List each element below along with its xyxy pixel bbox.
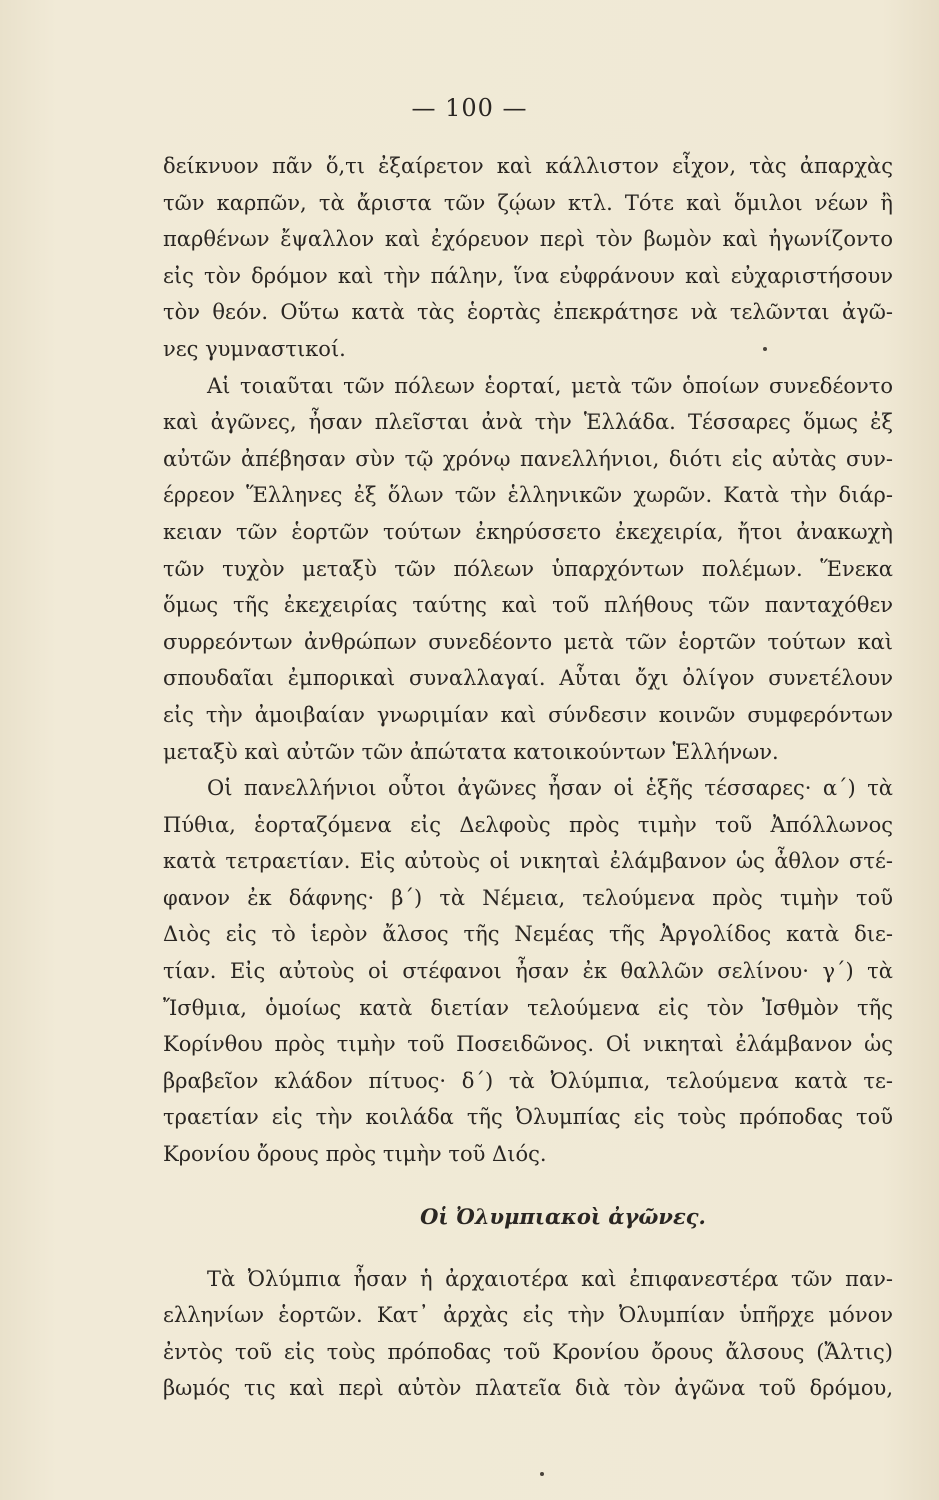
text-line: τίαν. Εἰς αὐτοὺς οἱ στέφανοι ἦσαν ἐκ θαλλῶν σελίνου· γ΄) τὰ <box>163 959 893 984</box>
page-number: — 100 — <box>411 94 528 122</box>
text-line: ελληνίων ἑορτῶν. Κατ᾽ ἀρχὰς εἰς τὴν Ὀλυμπίαν ὑπῆρχε μόνον <box>163 1303 893 1328</box>
text-line: τὸν θεόν. Οὕτω κατὰ τὰς ἑορτὰς ἐπεκράτησε νὰ τελῶνται ἀγῶ- <box>163 300 893 325</box>
text-line: Τὰ Ὀλύμπια ἦσαν ἡ ἀρχαιοτέρα καὶ ἐπιφανεστέρα τῶν παν- <box>207 1266 893 1291</box>
text-line: αὐτῶν ἀπέβησαν σὺν τῷ χρόνῳ πανελλήνιοι, διότι εἰς αὐτὰς συν- <box>163 446 893 471</box>
text-line: Κορίνθου πρὸς τιμὴν τοῦ Ποσειδῶνος. Οἱ νικηταὶ ἐλάμβανον ὡς <box>163 1032 893 1057</box>
text-line: Ἴσθμια, ὁμοίως κατὰ διετίαν τελούμενα εἰς τὸν Ἰσθμὸν τῆς <box>163 995 893 1020</box>
text-line: κατὰ τετραετίαν. Εἰς αὐτοὺς οἱ νικηταὶ ἐλάμβανον ὡς ἆθλον στέ- <box>163 849 893 874</box>
text-line: βραβεῖον κλάδον πίτυος· δ΄) τὰ Ὀλύμπια, τελούμενα κατὰ τε- <box>163 1068 893 1093</box>
text-line: βωμός τις καὶ περὶ αὐτὸν πλατεῖα διὰ τὸν ἀγῶνα τοῦ δρόμου, <box>163 1376 893 1401</box>
text-block-after-heading <box>163 1261 893 1407</box>
text-line: Αἱ τοιαῦται τῶν πόλεων ἑορταί, μετὰ τῶν ὁποίων συνεδέοντο <box>207 373 893 398</box>
text-line: τραετίαν εἰς τὴν κοιλάδα τῆς Ὀλυμπίας εἰς τοὺς πρόποδας τοῦ <box>163 1105 893 1130</box>
text-block-before-heading <box>163 148 893 1173</box>
text-line: φανον ἐκ δάφνης· β΄) τὰ Νέμεια, τελούμενα πρὸς τιμὴν τοῦ <box>163 885 893 910</box>
text-line: μεταξὺ καὶ αὐτῶν τῶν ἀπώτατα κατοικούντων Ἑλλήνων. <box>163 739 779 764</box>
text-line: τῶν καρπῶν, τὰ ἄριστα τῶν ζῴων κτλ. Τότε καὶ ὅμιλοι νέων ἢ <box>163 190 893 215</box>
text-line: νες γυμναστικοί. <box>163 336 346 361</box>
text-line: κειαν τῶν ἑορτῶν τούτων ἐκηρύσσετο ἐκεχειρία, ἤτοι ἀνακωχὴ <box>163 519 893 544</box>
text-line: εἰς τὸν δρόμον καὶ τὴν πάλην, ἵνα εὐφράνουν καὶ εὐχαριστήσουν <box>163 263 893 288</box>
text-line: παρθένων ἔψαλλον καὶ ἐχόρευον περὶ τὸν βωμὸν καὶ ἠγωνίζοντο <box>163 227 893 252</box>
text-line: σπουδαῖαι ἐμπορικαὶ συναλλαγαί. Αὗται ὄχι ὀλίγον συνετέλουν <box>163 666 893 691</box>
text-line: τῶν τυχὸν μεταξὺ τῶν πόλεων ὑπαρχόντων πολέμων. Ἕνεκα <box>163 556 893 581</box>
body-text <box>163 148 893 1407</box>
text-line: εἰς τὴν ἀμοιβαίαν γνωριμίαν καὶ σύνδεσιν κοινῶν συμφερόντων <box>163 702 893 727</box>
text-line: συρρεόντων ἀνθρώπων συνεδέοντο μετὰ τῶν ἑορτῶν τούτων καὶ <box>163 629 893 654</box>
print-speck <box>763 347 767 351</box>
text-line: Πύθια, ἑορταζόμενα εἰς Δελφοὺς πρὸς τιμὴν τοῦ Ἀπόλλωνος <box>163 812 893 837</box>
text-line: Κρονίου ὄρους πρὸς τιμὴν τοῦ Διός. <box>163 1142 547 1167</box>
text-line: Διὸς εἰς τὸ ἱερὸν ἄλσος τῆς Νεμέας τῆς Ἀργολίδος κατὰ διε- <box>163 922 893 947</box>
text-line: Οἱ πανελλήνιοι οὗτοι ἀγῶνες ἦσαν οἱ ἑξῆς τέσσαρες· α΄) τὰ <box>207 776 893 801</box>
text-line: έρρεον Ἕλληνες ἐξ ὅλων τῶν ἑλληνικῶν χωρῶν. Κατὰ τὴν διάρ- <box>163 483 893 508</box>
section-heading: Οἱ Ὀλυμπιακοὶ ἀγῶνες. <box>420 1203 706 1229</box>
text-line: καὶ ἀγῶνες, ἦσαν πλεῖσται ἀνὰ τὴν Ἑλλάδα. Τέσσαρες ὅμως ἐξ <box>163 410 893 435</box>
text-line: ὅμως τῆς ἐκεχειρίας ταύτης καὶ τοῦ πλήθους τῶν πανταχόθεν <box>163 593 893 618</box>
print-speck <box>540 1472 544 1476</box>
text-line: δείκνυον πᾶν ὅ,τι ἐξαίρετον καὶ κάλλιστον εἶχον, τὰς ἀπαρχὰς <box>163 154 893 178</box>
text-line: ἐντὸς τοῦ εἰς τοὺς πρόποδας τοῦ Κρονίου ὄρους ἄλσους (Ἄλτις) <box>163 1339 893 1364</box>
